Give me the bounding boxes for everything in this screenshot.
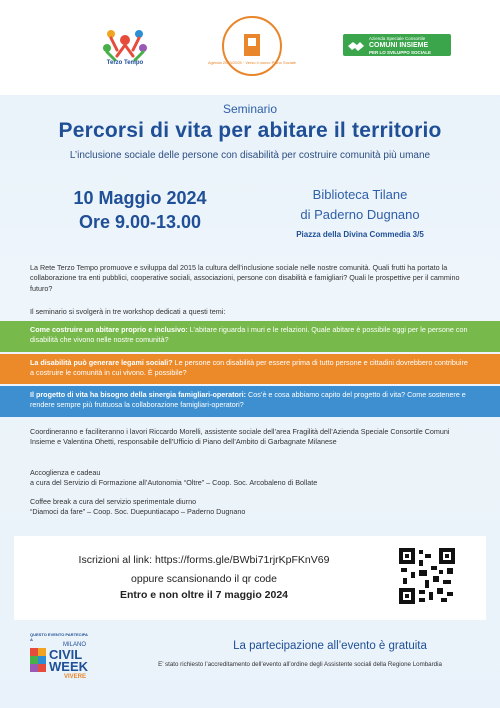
accreditation-note: E’ stato richiesto l’accreditamento dell’evento all’ordine degli Assistente sociali della Regione Lombardia [158, 661, 442, 668]
event-date: 10 Maggio 2024 [73, 188, 207, 208]
logo3-line1: Azienda Speciale Consortile [369, 35, 426, 41]
coffee-block [30, 497, 468, 518]
registration-box [14, 536, 486, 620]
venue-line2: di Paderno Dugnano [300, 207, 420, 222]
qr-code-icon[interactable] [399, 548, 455, 604]
venue-address: Piazza della Divina Commedia 3/5 [296, 230, 424, 239]
free-participation: La partecipazione all’evento è gratuita [233, 640, 427, 652]
venue-line1: Biblioteca Tilane [312, 187, 408, 202]
event-time: Ore 9.00-13.00 [78, 212, 202, 232]
comuni-insieme-logo [343, 34, 451, 56]
workshop-1-band [0, 321, 500, 352]
workshop-1-text: L’abitare riguarda i muri e le relazioni. Quale abitare è possibile oggi per le persone con disabilità che vivono nelle nostre comunità? [30, 325, 468, 345]
handshake-icon [347, 37, 365, 53]
registration-link[interactable]: Iscrizioni al link: https://forms.gle/BWbi71rjrKpFKnV69 [78, 554, 330, 566]
civil-week-mark-icon [30, 648, 46, 674]
intro-paragraph: La Rete Terzo Tempo promuove e sviluppa dal 2015 la cultura dell’inclusione sociale nelle nostre comunità. Quali frutti ha portato la collaborazione tra enti pubblici, cooperative sociali, associazioni, persone con disabilità e famigliari? Quali le prospettive per il cammino futuro? [30, 263, 460, 293]
cw-name1: CIVIL [49, 647, 83, 662]
coffee-line2: “Diamoci da fare” – Coop. Soc. Duepuntiacapo – Paderno Dugnano [30, 507, 246, 517]
terzo-tempo-wordmark: Terzo Tempo [106, 60, 144, 66]
cw-tag: VIVERE [63, 674, 86, 680]
logo3-line2: COMUNI INSIEME [369, 41, 429, 49]
cw-city: MILANO [62, 642, 86, 648]
registration-qr-hint: oppure scansionando il qr code [131, 573, 277, 585]
event-date-block [40, 186, 240, 234]
logo3-line3: PER LO SVILUPPO SOCIALE [369, 49, 432, 55]
coordinators-paragraph: Coordineranno e faciliteranno i lavori Riccardo Morelli, assistente sociale dell’area Fragilità dell’Azienda Speciale Consortile Comuni Insieme e Valentina Ohetti, responsabile dell’Ufficio di Piano dell’Ambito di Garbagnate Milanese [30, 427, 450, 447]
workshop-2-text: Le persone con disabilità per essere prima di tutto persone e cittadini dovrebbero contribuire a costruire le comunità in cui vivono. È possibile? [30, 358, 468, 378]
workshop-2-band [0, 354, 500, 384]
milano-civil-week-logo [30, 632, 90, 698]
workshop-1-title: Come costruire un abitare proprio e inclusivo: [30, 325, 188, 334]
event-venue-block [262, 185, 458, 245]
cw-top-text: QUESTO EVENTO PARTECIPA A [30, 632, 88, 642]
workshop-2-title: La disabilità può generare legami sociali? [30, 358, 173, 367]
workshop-3-text: Cos’è e cosa abbiamo capito del progetto di vita? Come sostenere e rendere sempre più fruttuosa la collaborazione famigliari-operatori? [30, 390, 466, 410]
coffee-line1: Coffee break a cura del servizio sperimentale diurno [30, 497, 197, 506]
agenda-logo-text: Agenda 2023/2025 · Verso il nuovo Piano Sociale [207, 60, 297, 65]
event-subtitle: L’inclusione sociale delle persone con disabilità per costruire comunità più umane [69, 150, 431, 161]
welcome-block [30, 468, 468, 489]
registration-deadline: Entro e non oltre il 7 maggio 2024 [119, 589, 289, 601]
terzo-tempo-logo [95, 20, 155, 66]
welcome-line2: a cura del Servizio di Formazione all’Autonomia “Oltre” – Coop. Soc. Arcobaleno di Bollate [30, 478, 318, 488]
cw-name2: WEEK [49, 659, 88, 674]
workshop-3-title: Il progetto di vita ha bisogno della sinergia famigliari-operatori: [30, 390, 247, 399]
event-kicker: Seminario [222, 102, 278, 116]
agenda-2023-2025-logo [207, 16, 297, 76]
welcome-line1: Accoglienza e cadeau [30, 468, 101, 477]
header-logos [0, 0, 500, 95]
event-title: Percorsi di vita per abitare il territorio [58, 119, 442, 142]
workshops-intro: Il seminario si svolgerà in tre workshop dedicati a questi temi: [30, 307, 226, 316]
workshop-3-band [0, 386, 500, 417]
